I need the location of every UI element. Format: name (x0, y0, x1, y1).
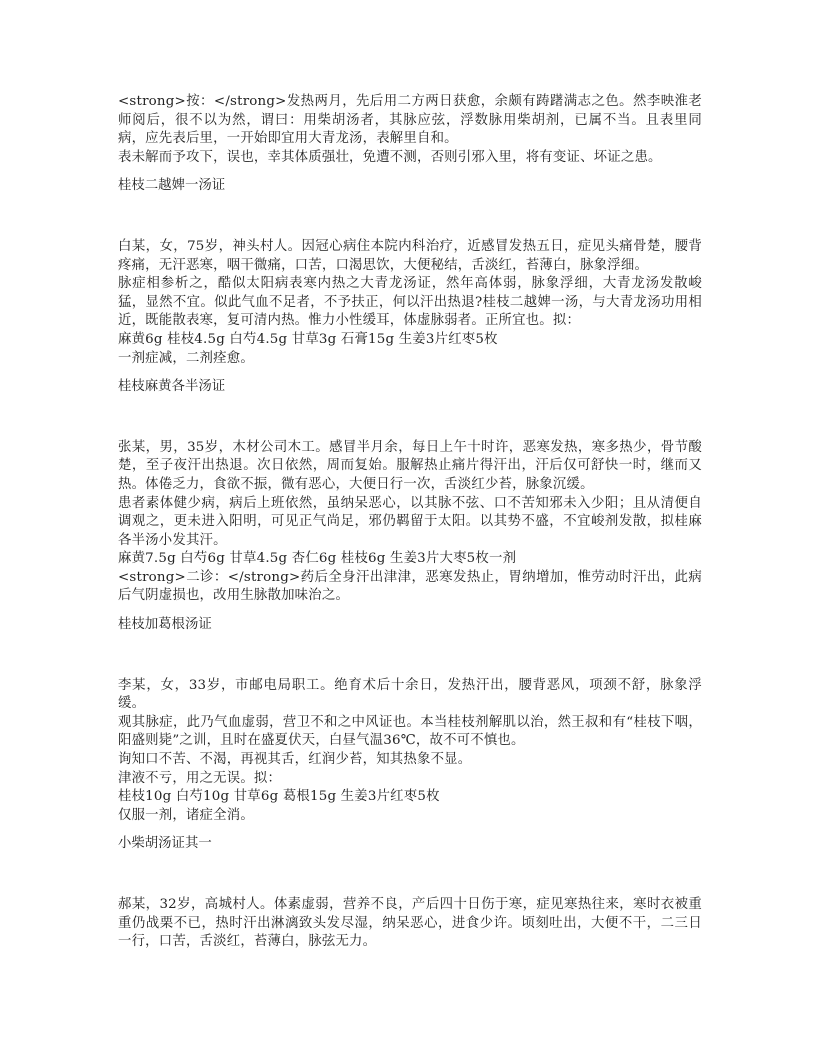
prescription: 桂枝10g 白芍10g 甘草6g 葛根15g 生姜3片红枣5枚 (118, 789, 440, 805)
paragraph: 一剂症减，二剂痊愈。 (118, 350, 254, 366)
paragraph: 郝某，32岁，高城村人。体素虚弱，营养不良，产后四十日伤于寒，症见寒热往来，寒时衣被重重仍战栗不已，热时汗出淋漓致头发尽湿，纳呆恶心，进食少许。顷刻吐出，大便不干，二三日一行，口苦，舌淡红，苔薄白，脉弦无力。 (118, 897, 702, 950)
paragraph: 表未解而予攻下，误也，幸其体质强壮，免遭不测，否则引邪入里，将有变证、坏证之患。 (118, 149, 662, 165)
paragraph: 观其脉症，此乃气血虚弱，营卫不和之中风证也。本当桂枝剂解肌以治，然王叔和有“桂枝下咽，阳盛则毙”之训，且时在盛夏伏天，白昼气温36℃，故不可不慎也。 (118, 714, 702, 749)
paragraph: 询知口不苦、不渴，再视其舌，红润少苔，知其热象不显。 (118, 752, 472, 768)
paragraph: 仅服一剂，诸症全消。 (118, 807, 254, 823)
paragraph: 患者素体健少病，病后上班依然，虽纳呆恶心，以其脉不弦、口不苦知邪未入少阳；且从清便自调观之，更未进入阳明，可见正气尚足，邪仍羁留于太阳。以其势不盛，不宜峻剂发散，拟桂麻各半汤小发其汗。 (118, 495, 702, 548)
prescription: 麻黄6g 桂枝4.5g 白芍4.5g 甘草3g 石膏15g 生姜3片红枣5枚 (118, 331, 498, 347)
paragraph: <strong>二诊：</strong>药后全身汗出津津，恶寒发热止，胃纳增加，惟劳动时汗出，此病后气阴虚损也，改用生脉散加味治之。 (118, 569, 702, 604)
prescription: 麻黄7.5g 白芍6g 甘草4.5g 杏仁6g 桂枝6g 生姜3片大枣5枚一剂 (118, 551, 517, 567)
paragraph: 张某，男，35岁，木材公司木工。感冒半月余，每日上午十时许，恶寒发热，寒多热少，骨节酸楚，至子夜汗出热退。次日依然，周而复始。服解热止痛片得汗出，汗后仅可舒快一时，继而又热。体倦乏力，食欲不振，微有恶心，大便日行一次，舌淡红少苔，脉象沉缓。 (118, 439, 702, 492)
section-heading: 桂枝二越婢一汤证 (118, 178, 226, 194)
paragraph: 李某，女，33岁，市邮电局职工。绝育术后十余日，发热汗出，腰背恶风，项颈不舒，脉象浮缓。 (118, 677, 702, 712)
paragraph: 脉症相参析之，酷似太阳病表寒内热之大青龙汤证，然年高体弱，脉象浮细，大青龙汤发散峻猛，显然不宜。似此气血不足者，不予扶正，何以汗出热退?桂枝二越婢一汤，与大青龙汤功用相近，既能散表寒，复可清内热。惟力小性缓耳，体虚脉弱者。正所宜也。拟： (118, 276, 702, 329)
document-page (118, 93, 702, 952)
paragraph: 白某，女，75岁，神头村人。因冠心病住本院内科治疗，近感冒发热五日，症见头痛骨楚，腰背疼痛，无汗恶寒，咽干微痛，口苦，口渴思饮，大便秘结，舌淡红，苔薄白，脉象浮细。 (118, 238, 702, 273)
paragraph: <strong>按：</strong>发热两月，先后用二方两日获愈，余颇有踌躇满志之色。然李映淮老师阅后，很不以为然，谓曰：用柴胡汤者，其脉应弦，浮数脉用柴胡剂，已属不当。且表里同病，应先表后里，一开始即宜用大青龙汤，表解里自和。 (118, 94, 702, 147)
section-heading: 桂枝加葛根汤证 (118, 617, 212, 633)
section-heading: 小柴胡汤证其一 (118, 836, 212, 852)
paragraph: 津液不亏，用之无误。拟： (118, 770, 282, 786)
section-heading: 桂枝麻黄各半汤证 (118, 379, 226, 395)
